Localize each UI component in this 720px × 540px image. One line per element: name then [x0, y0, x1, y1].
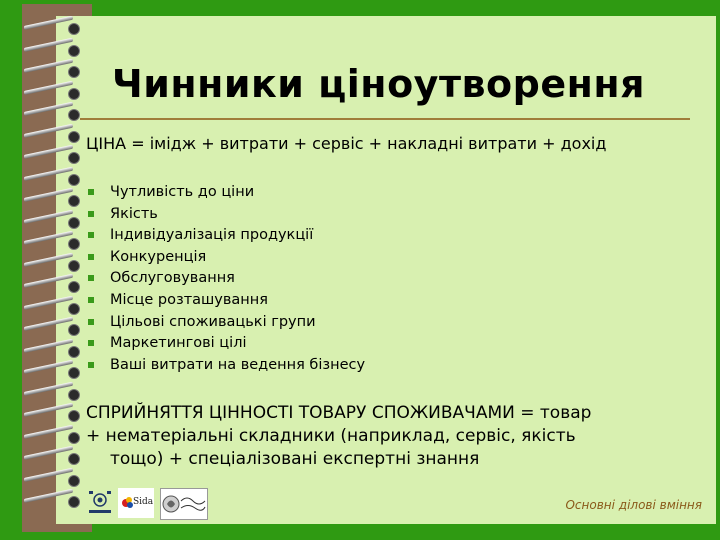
binder-ring-icon: [24, 347, 80, 361]
paragraph-line-2: + нематеріальні складники (наприклад, сервіс, якість: [86, 426, 576, 446]
ring-hole: [68, 324, 80, 336]
binder-ring-icon: [24, 24, 80, 38]
ring-hole: [68, 66, 80, 78]
list-item: [88, 268, 365, 290]
binder-ring-icon: [24, 153, 80, 167]
ring-hole: [68, 88, 80, 100]
list-item-label: Якість: [110, 205, 158, 222]
ring-hole: [68, 238, 80, 250]
binder-ring-icon: [24, 282, 80, 296]
bullet-square-icon: [88, 362, 94, 368]
bullet-square-icon: [88, 232, 94, 238]
logo-sida-text: Sida: [133, 497, 154, 507]
list-item: [88, 355, 365, 377]
ring-hole: [68, 453, 80, 465]
logo-sida-icon: [118, 488, 154, 518]
bullet-square-icon: [88, 297, 94, 303]
binder-ring-icon: [24, 497, 80, 511]
ring-hole: [68, 23, 80, 35]
ring-hole: [68, 109, 80, 121]
list-item-label: Чутливість до ціни: [110, 184, 255, 200]
list-item-label: Ваші витрати на ведення бізнесу: [110, 356, 366, 373]
ring-hole: [68, 281, 80, 293]
ring-hole: [68, 152, 80, 164]
ring-hole: [68, 260, 80, 272]
ring-hole: [68, 174, 80, 186]
list-item-label: Маркетингові цілі: [110, 335, 247, 352]
ring-hole: [68, 195, 80, 207]
bullet-square-icon: [88, 254, 94, 260]
binder-ring-icon: [24, 454, 80, 468]
ring-hole: [68, 389, 80, 401]
ring-hole: [68, 303, 80, 315]
ring-hole: [68, 131, 80, 143]
ring-hole: [68, 410, 80, 422]
list-item: [88, 333, 365, 355]
binder-ring-icon: [24, 325, 80, 339]
paragraph-line-3: тощо) + спеціалізовані експертні знання: [110, 449, 480, 469]
binder-ring-icon: [24, 433, 80, 447]
list-item: [88, 290, 365, 312]
logo-osce-icon: [86, 488, 114, 518]
binder-ring-icon: [24, 411, 80, 425]
slide-title: Чинники ціноутворення: [112, 62, 645, 106]
list-item: [88, 312, 365, 334]
list-item-label: Індивідуалізація продукції: [110, 227, 314, 244]
list-item-label: Місце розташування: [110, 291, 268, 308]
bullet-square-icon: [88, 319, 94, 325]
binder-ring-icon: [24, 304, 80, 318]
bullet-square-icon: [88, 340, 94, 346]
binder-ring-icon: [24, 390, 80, 404]
list-item: [88, 225, 365, 247]
bullet-square-icon: [88, 211, 94, 217]
list-item: [88, 182, 365, 204]
binder-ring-icon: [24, 476, 80, 490]
binder-ring-icon: [24, 239, 80, 253]
binder-ring-icon: [24, 46, 80, 60]
binder-ring-icon: [24, 218, 80, 232]
bullet-square-icon: [88, 275, 94, 281]
binder-ring-icon: [24, 368, 80, 382]
binder-ring-icon: [24, 67, 80, 81]
list-item-label: Конкуренція: [110, 248, 207, 265]
logo-partner-icon: [160, 488, 208, 520]
list-item: [88, 247, 365, 269]
title-underline: [80, 118, 690, 120]
partner-logos: [86, 488, 210, 520]
ring-hole: [68, 45, 80, 57]
footer-caption: Основні ділові вміння: [565, 498, 702, 512]
ring-hole: [68, 496, 80, 508]
ring-hole: [68, 217, 80, 229]
paragraph-line-1: СПРИЙНЯТТЯ ЦІННОСТІ ТОВАРУ СПОЖИВАЧАМИ = товар: [86, 403, 592, 423]
ring-hole: [68, 346, 80, 358]
ring-hole: [68, 367, 80, 379]
binder-ring-icon: [24, 132, 80, 146]
binder-ring-icon: [24, 175, 80, 189]
price-formula: ЦІНА = імідж + витрати + сервіс + накладні витрати + дохід: [86, 134, 607, 153]
list-item-label: Обслуговування: [110, 270, 235, 287]
factor-list: [88, 182, 365, 376]
bullet-square-icon: [88, 189, 94, 195]
ring-hole: [68, 475, 80, 487]
binder-ring-icon: [24, 196, 80, 210]
binder-ring-icon: [24, 110, 80, 124]
list-item: [88, 204, 365, 226]
binder-ring-icon: [24, 261, 80, 275]
binder-ring-icon: [24, 89, 80, 103]
value-perception-text: [86, 402, 716, 471]
list-item-label: Цільові споживацькі групи: [110, 313, 316, 330]
ring-hole: [68, 432, 80, 444]
